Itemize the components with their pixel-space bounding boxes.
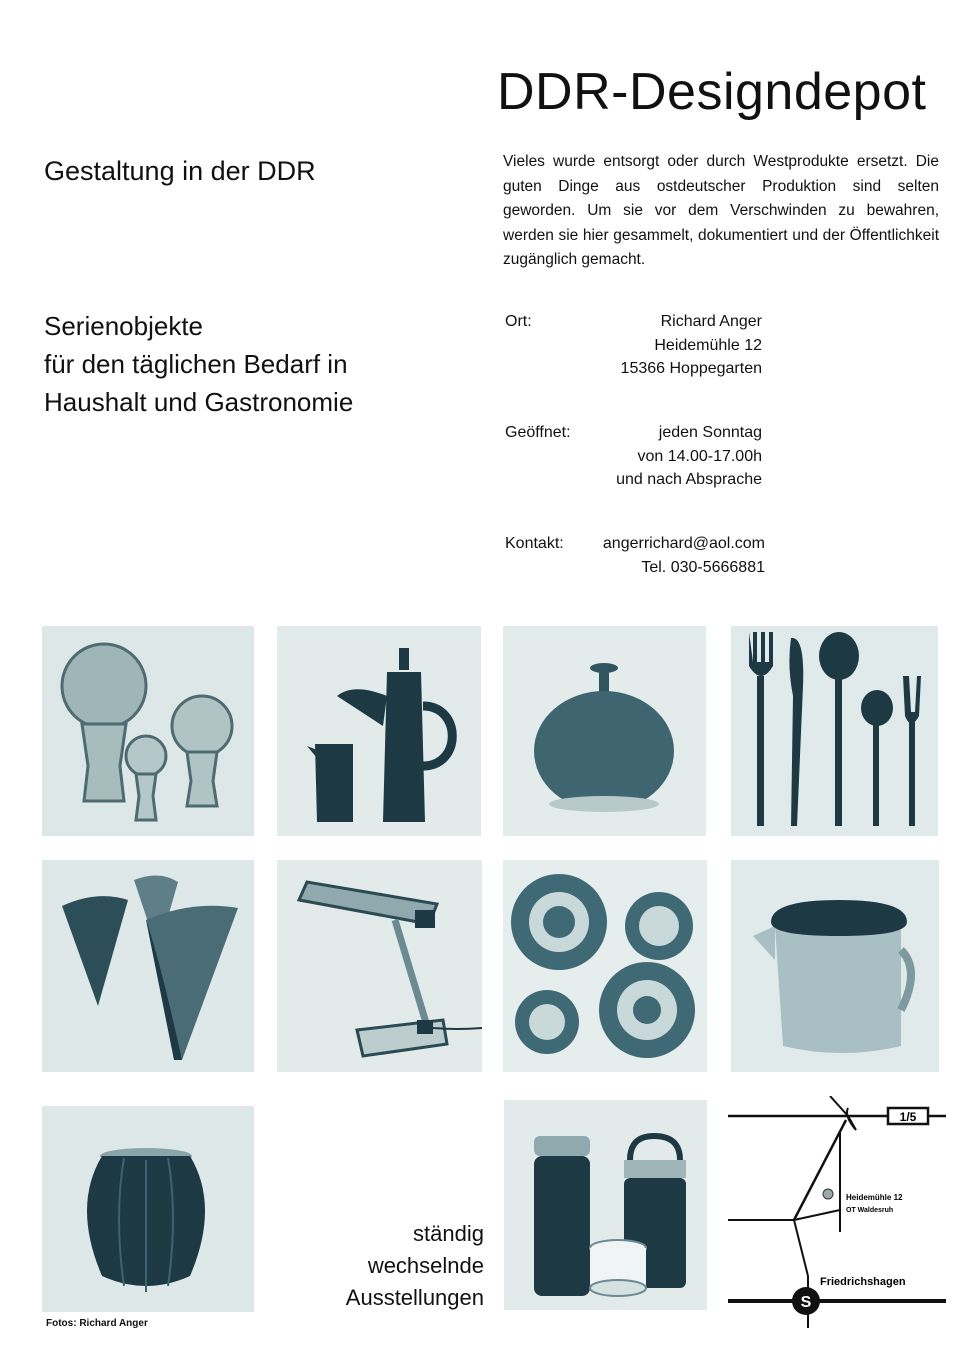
photo-jug bbox=[731, 860, 939, 1072]
intro-paragraph: Vieles wurde entsorgt oder durch Westprodukte ersetzt. Die guten Dinge aus ostdeutscher Produktion sind selten geworden. Um sie vor dem Verschwinden zu bewahren, werden sie hier gesammelt, dokumentiert und der Öffentlichkeit zugänglich gemacht. bbox=[503, 153, 939, 268]
ribbed-vase-image bbox=[42, 1106, 254, 1312]
destination-marker-icon bbox=[823, 1189, 833, 1199]
exhibition-line: ständig bbox=[413, 1221, 484, 1246]
desk-lamp-image bbox=[277, 860, 482, 1072]
cone-vases-image bbox=[42, 860, 254, 1072]
round-vase-image bbox=[503, 626, 706, 836]
glass-bowls-image bbox=[503, 860, 707, 1072]
contact-email[interactable]: angerrichard@aol.com bbox=[602, 535, 765, 552]
subtitle: Gestaltung in der DDR bbox=[44, 156, 316, 186]
contact-block bbox=[584, 532, 765, 579]
location-line: Heidemühle 12 bbox=[654, 336, 762, 354]
series-line: für den täglichen Bedarf in bbox=[44, 349, 348, 379]
series-line: Serienobjekte bbox=[44, 311, 203, 341]
sbahn-letter: S bbox=[800, 1294, 812, 1311]
station-label: Friedrichshagen bbox=[820, 1276, 906, 1288]
location-block bbox=[621, 310, 762, 381]
photo-ribbed-vase bbox=[42, 1106, 254, 1312]
photo-cone-vases bbox=[42, 860, 254, 1072]
map-address-line1: Heidemühle 12 bbox=[846, 1193, 903, 1202]
contact-label: Kontakt: bbox=[505, 535, 564, 552]
series-description bbox=[44, 307, 353, 421]
photo-glass-vases bbox=[42, 626, 254, 836]
photo-round-vase bbox=[503, 626, 706, 836]
series-line: Haushalt und Gastronomie bbox=[44, 387, 354, 417]
page-title: DDR-Designdepot bbox=[497, 63, 927, 121]
contact-phone: Tel. 030-5666881 bbox=[641, 558, 765, 576]
hours-block bbox=[616, 421, 762, 492]
route-badge: 1/5 bbox=[899, 1110, 917, 1124]
map-address-line2: OT Waldesruh bbox=[846, 1207, 894, 1214]
exhibition-line: wechselnde bbox=[367, 1253, 484, 1278]
coffee-pot-image bbox=[277, 626, 481, 836]
hours-line: jeden Sonntag bbox=[658, 424, 762, 441]
location-line: Richard Anger bbox=[660, 313, 762, 330]
photo-desk-lamp bbox=[277, 860, 482, 1072]
cutlery-image bbox=[731, 626, 938, 836]
glass-vases-image bbox=[42, 626, 254, 836]
exhibition-note bbox=[346, 1218, 484, 1314]
jug-image bbox=[731, 860, 939, 1072]
photo-glass-bowls bbox=[503, 860, 707, 1072]
location-line: 15366 Hoppegarten bbox=[620, 360, 762, 377]
hours-line: von 14.00-17.00h bbox=[637, 447, 762, 465]
photo-coffee-pot bbox=[277, 626, 481, 836]
location-map bbox=[728, 1096, 946, 1328]
hours-line: und nach Absprache bbox=[616, 471, 762, 488]
photo-cutlery bbox=[731, 626, 938, 836]
map-drawing bbox=[728, 1096, 946, 1328]
hours-label: Geöffnet: bbox=[505, 424, 571, 441]
thermos-image bbox=[504, 1100, 707, 1310]
exhibition-line: Ausstellungen bbox=[345, 1285, 484, 1310]
photo-credit: Fotos: Richard Anger bbox=[46, 1318, 148, 1329]
photo-thermos bbox=[504, 1100, 707, 1310]
location-label: Ort: bbox=[505, 313, 532, 330]
